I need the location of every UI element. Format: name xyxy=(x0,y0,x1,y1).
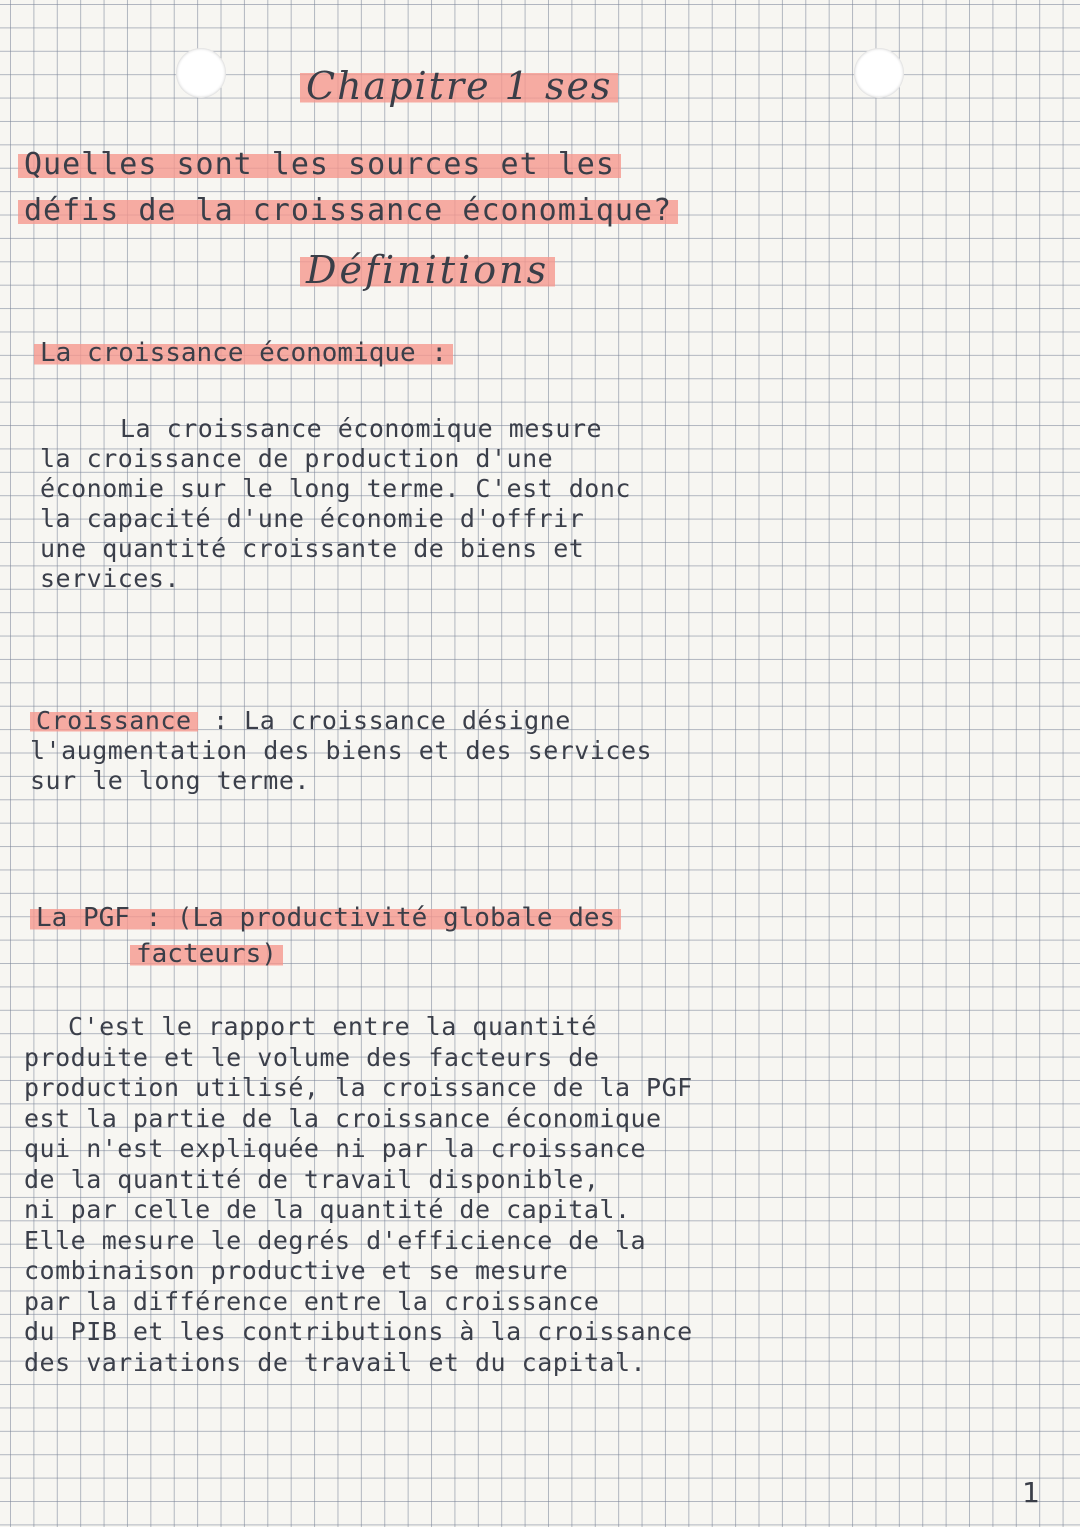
text-line: l'augmentation des biens et des services xyxy=(30,736,653,765)
text-line: La croissance économique mesure xyxy=(120,414,603,443)
binder-hole-right xyxy=(854,48,904,98)
section-title: Définitions xyxy=(300,248,555,292)
text-line: services. xyxy=(40,564,180,593)
text-line: une quantité croissante de biens et xyxy=(40,534,585,563)
text-line: de la quantité de travail disponible, xyxy=(24,1164,600,1194)
text-line: qui n'est expliquée ni par la croissance xyxy=(24,1134,647,1163)
question-line: Quelles sont les sources et les xyxy=(18,142,678,188)
text-line: Elle mesure le degrés d'efficience de la xyxy=(24,1225,647,1255)
chapter-question xyxy=(18,142,678,234)
chapter-title: Chapitre 1 ses xyxy=(300,64,618,108)
definition-intro: : La croissance désigne xyxy=(213,706,571,735)
text-line: sur le long terme. xyxy=(30,766,310,795)
text-line: par la différence entre la croissance xyxy=(24,1286,600,1316)
text-line: produite et le volume des facteurs de xyxy=(24,1042,600,1072)
text-line xyxy=(30,706,652,736)
definition-term-pgf: La PGF : (La productivité globale des facteurs) xyxy=(30,900,621,972)
definition-croissance xyxy=(30,706,652,796)
definition-body-croissance-economique xyxy=(40,414,631,594)
question-line: défis de la croissance économique? xyxy=(18,188,678,234)
text-line: du PIB et les contributions à la croissance xyxy=(24,1317,693,1346)
page-number: 1 xyxy=(1022,1476,1040,1509)
text-line: des variations de travail et du capital. xyxy=(24,1347,647,1377)
text-line: est la partie de la croissance économique xyxy=(24,1103,662,1133)
text-line: la croissance de production d'une xyxy=(40,444,554,473)
text-line: ni par celle de la quantité de capital. xyxy=(24,1195,631,1224)
definition-term-croissance: Croissance xyxy=(30,706,198,735)
text-line: la capacité d'une économie d'offrir xyxy=(40,504,585,533)
text-line: production utilisé, la croissance de la PGF xyxy=(24,1073,693,1102)
text-line: C'est le rapport entre la quantité xyxy=(68,1012,597,1041)
text-line: économie sur le long terme. C'est donc xyxy=(40,474,631,503)
definition-term-croissance-economique: La croissance économique : xyxy=(34,338,453,368)
text-line: combinaison productive et se mesure xyxy=(24,1256,569,1285)
definition-body-pgf xyxy=(24,1012,693,1378)
binder-hole-left xyxy=(176,48,226,98)
